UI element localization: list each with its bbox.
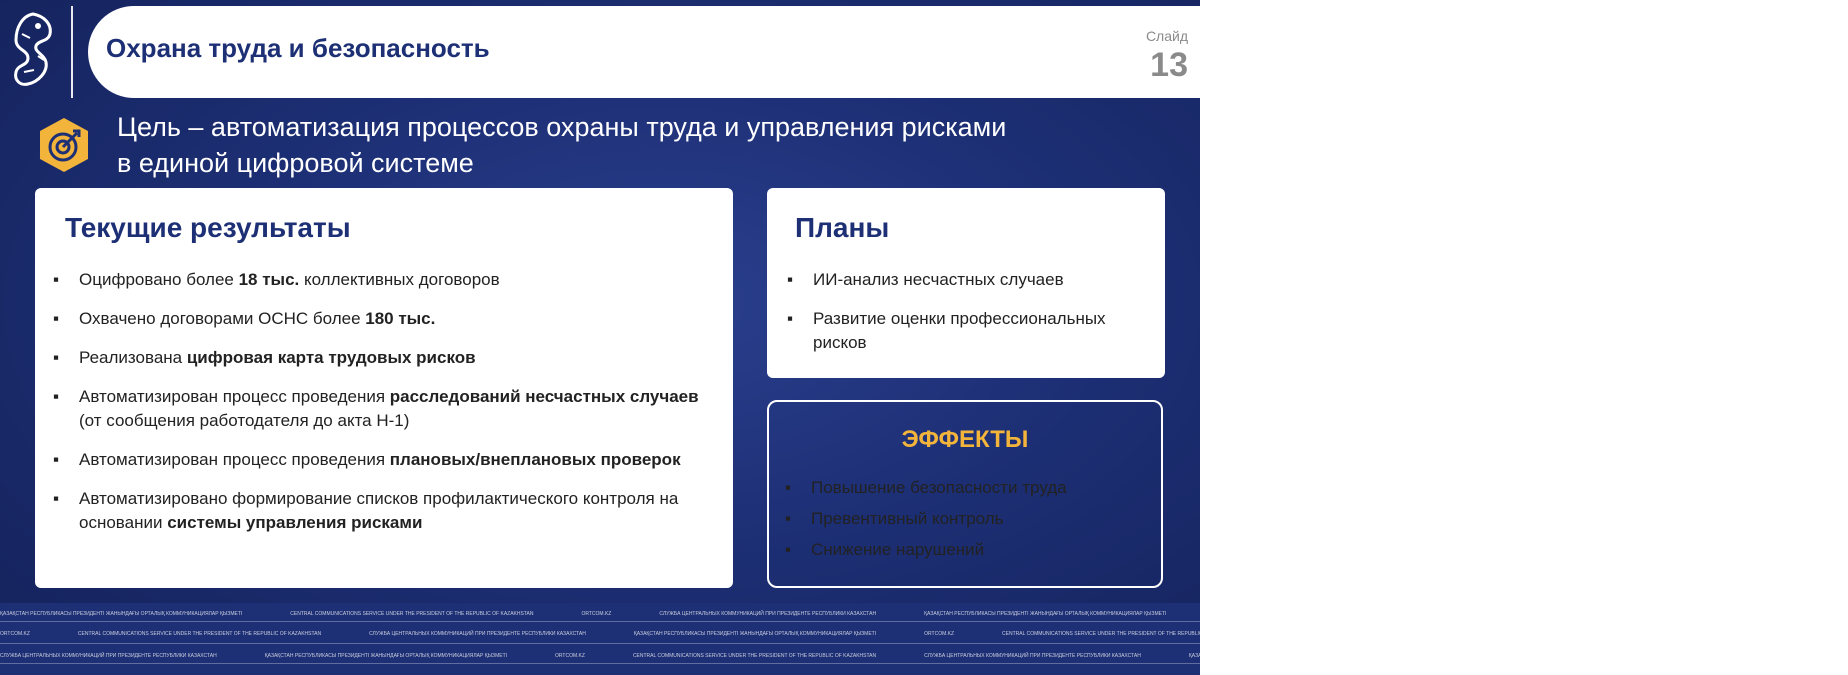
slide-number: 13 [1150,46,1188,84]
list-item: ▪ ИИ-анализ несчастных случаев [787,268,1147,292]
list-item: ▪ Снижение нарушений [785,538,1145,562]
results-card [35,188,733,588]
list-item: ▪ Повышение безопасности труда [785,476,1145,500]
divider-line [71,6,73,98]
footer-divider [0,621,1200,622]
bullet-icon: ▪ [785,478,792,497]
bullet-icon: ▪ [53,489,60,508]
bullet-icon: ▪ [53,450,60,469]
list-item: ▪ Автоматизирован процесс проведения расследований несчастных случаев (от сообщения работодателя до акта Н-1) [53,387,699,430]
bullet-icon: ▪ [53,309,60,328]
plans-title: Планы [795,212,890,243]
bullet-icon: ▪ [787,270,794,289]
list-item: ▪ Превентивный контроль [785,507,1145,531]
plans-list [787,268,1147,370]
footer-row: СЛУЖБА ЦЕНТРАЛЬНЫХ КОММУНИКАЦИЙ ПРИ ПРЕЗИДЕНТЕ РЕСПУБЛИКИ КАЗАХСТАН ҚАЗАҚСТАН РЕСПУБЛИКАСЫ ПРЕЗИДЕНТІ ЖАНЫНДАҒЫ ОРТАЛЫҚ КОММУНИКАЦИЯЛАР ҚЫЗМЕТІ ORTCOM.KZ CENTRAL COMMUNICATIONS SERVICE UNDER THE PRESIDENT OF THE REPUBLIC OF KAZAKHSTAN СЛУЖБА ЦЕНТРАЛЬНЫХ КОММУНИКАЦИЙ ПРИ ПРЕЗИДЕНТЕ РЕСПУБЛИКИ КАЗАХСТАН ҚАЗАҚСТАН РЕСПУБЛИКАСЫ ПРЕЗИДЕНТІ ЖАНЫНДАҒЫ ОРТАЛЫҚ КОММУНИКАЦИЯЛАР ҚЫЗМЕТІ ORTCOM.KZ CENTRAL COMMUNICATIONS SERVICE UNDER THE PRESIDENT OF THE REPUBLIC OF KAZAKHSTAN [0,653,1801,659]
footer-row: ORTCOM.KZ CENTRAL COMMUNICATIONS SERVICE UNDER THE PRESIDENT OF THE REPUBLIC OF KAZAKHSTAN СЛУЖБА ЦЕНТРАЛЬНЫХ КОММУНИКАЦИЙ ПРИ ПРЕЗИДЕНТЕ РЕСПУБЛИКИ КАЗАХСТАН ҚАЗАҚСТАН РЕСПУБЛИКАСЫ ПРЕЗИДЕНТІ ЖАНЫНДАҒЫ ОРТАЛЫҚ КОММУНИКАЦИЯЛАР ҚЫЗМЕТІ ORTCOM.KZ CENTRAL COMMUNICATIONS SERVICE UNDER THE PRESIDENT OF THE REPUBLIC OF KAZAKHSTAN СЛУЖБА ЦЕНТРАЛЬНЫХ КОММУНИКАЦИЙ ПРИ ПРЕЗИДЕНТЕ РЕСПУБЛИКИ КАЗАХСТАН ҚАЗАҚСТАН РЕСПУБЛИКАСЫ ПРЕЗИДЕНТІ ЖАНЫНДАҒЫ ОРТАЛЫҚ КОММУНИКАЦИЯЛАР ҚЫЗМЕТІ [0,631,1801,637]
footer-divider [0,663,1200,664]
page-title: Охрана труда и безопасность [106,33,490,63]
list-item: ▪ Оцифровано более 18 тыс. коллективных договоров [53,268,713,292]
list-item: ▪ Реализована цифровая карта трудовых рисков [53,346,713,370]
bullet-icon: ▪ [785,509,792,528]
effects-list [785,476,1145,569]
bullet-icon: ▪ [53,348,60,367]
footer-divider [0,643,1200,644]
effects-card [767,400,1163,588]
target-icon [35,116,93,174]
plans-card [767,188,1165,378]
footer-watermark [0,603,1801,675]
effects-title: ЭФФЕКТЫ [901,426,1029,453]
bullet-icon: ▪ [53,387,60,406]
list-item: ▪ Автоматизировано формирование списков профилактического контроля на основании системы управления рисками [53,489,679,532]
logo-area [0,0,92,110]
goal-statement: Цель – автоматизация процессов охраны труда и управления рисками в единой цифровой системе [117,112,1007,178]
bullet-icon: ▪ [787,309,794,328]
bullet-icon: ▪ [53,270,60,289]
results-list [53,268,713,550]
footer-row: ҚАЗАҚСТАН РЕСПУБЛИКАСЫ ПРЕЗИДЕНТІ ЖАНЫНДАҒЫ ОРТАЛЫҚ КОММУНИКАЦИЯЛАР ҚЫЗМЕТІ CENTRAL COMMUNICATIONS SERVICE UNDER THE PRESIDENT OF THE REPUBLIC OF KAZAKHSTAN ORTCOM.KZ СЛУЖБА ЦЕНТРАЛЬНЫХ КОММУНИКАЦИЙ ПРИ ПРЕЗИДЕНТЕ РЕСПУБЛИКИ КАЗАХСТАН ҚАЗАҚСТАН РЕСПУБЛИКАСЫ ПРЕЗИДЕНТІ ЖАНЫНДАҒЫ ОРТАЛЫҚ КОММУНИКАЦИЯЛАР ҚЫЗМЕТІ ORTCOM.KZ CENTRAL COMMUNICATIONS SERVICE UNDER THE PRESIDENT OF THE REPUBLIC OF KAZAKHSTAN СЛУЖБА ЦЕНТРАЛЬНЫХ КОММУНИКАЦИЙ ПРИ ПРЕЗИДЕНТЕ РЕСПУБЛИКИ КАЗАХСТАН [0,611,1801,617]
list-item: ▪ Охвачено договорами ОСНС более 180 тыс. [53,307,713,331]
results-title: Текущие результаты [65,212,351,243]
snow-leopard-logo-icon [8,10,58,90]
slide-label: Слайд [1145,28,1188,44]
list-item: ▪ Развитие оценки профессиональных рисков [787,309,1106,352]
bullet-icon: ▪ [785,540,792,559]
list-item: ▪ Автоматизирован процесс проведения плановых/внеплановых проверок [53,448,713,472]
